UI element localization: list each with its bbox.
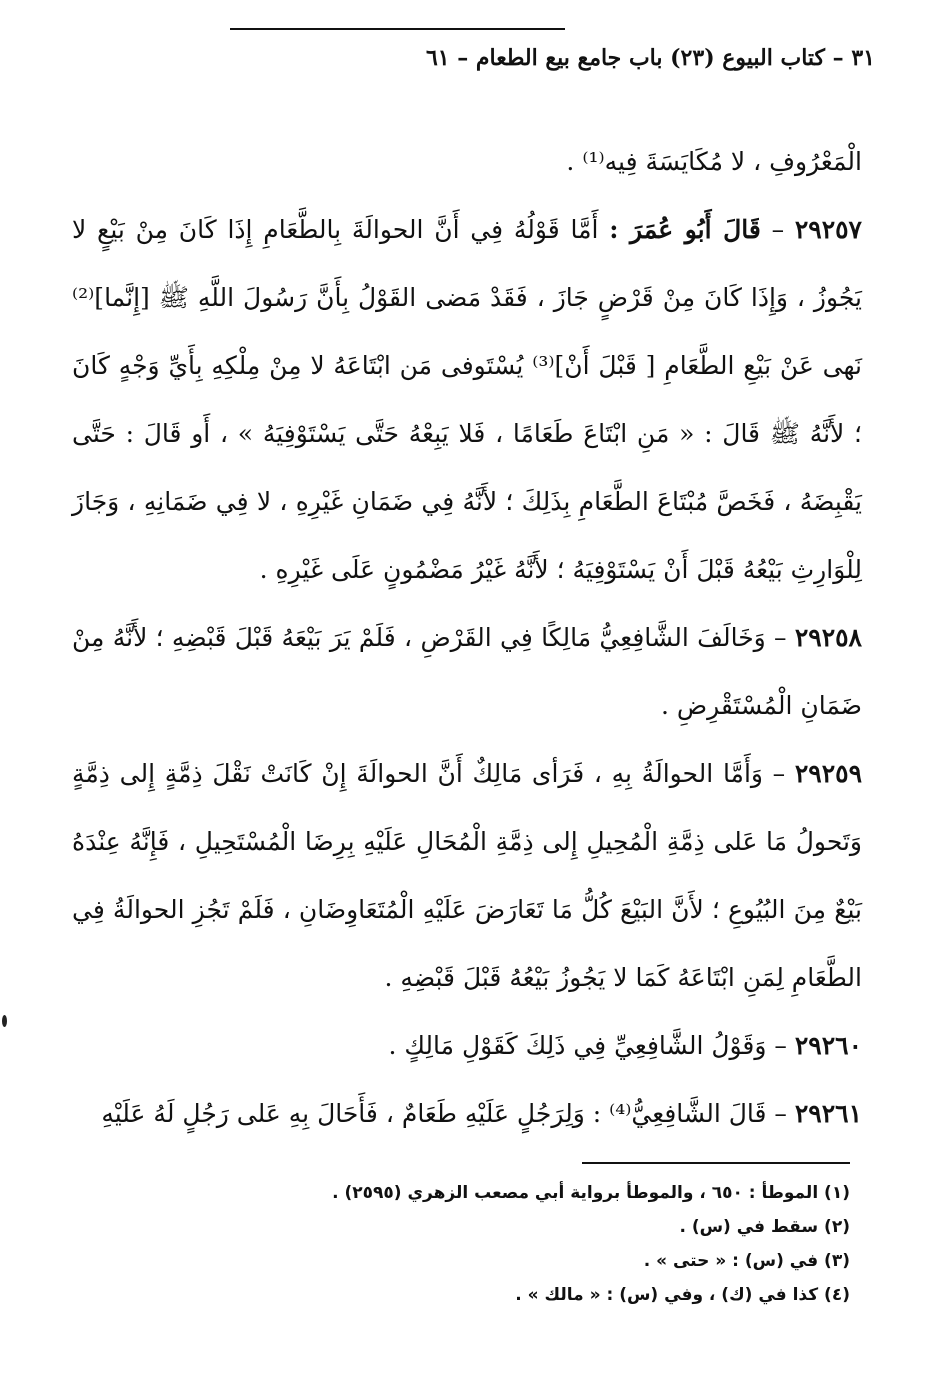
- footnotes: [330, 1176, 850, 1312]
- paragraph-number: ٢٩٢٥٧: [794, 215, 862, 244]
- paragraph-text: وَخَالَفَ الشَّافِعِيُّ مَالِكًا فِي القَرْضِ ، فَلَمْ يَرَ بَيْعَهُ قَبْلَ قَبْضِهِ ؛ لأَنَّهُ مِنْ ضَمَانِ الْمُسْتَقْرِضِ .: [72, 623, 862, 720]
- footnote-1: (١) الموطأ : ٦٥٠ ، والموطأ برواية أبي مصعب الزهري (٢٥٩٥) .: [332, 1183, 850, 1203]
- paragraph-text: قَالَ الشَّافِعِيُّ⁽⁴⁾ : وَلِرَجُلٍ عَلَيْهِ طَعَامٌ ، فَأَحَالَ بِهِ عَلى رَجُلٍ لَهُ عَلَيْهِ: [101, 1099, 767, 1128]
- paragraph-lead: قَالَ أَبُو عُمَرَ :: [609, 215, 761, 244]
- footnote-3: (٣) في (س) : « حتى » .: [643, 1251, 850, 1271]
- paragraph-number: ٢٩٢٦٠: [794, 1031, 862, 1060]
- paragraph-text: وَأَمَّا الحوالَةُ بِهِ ، فَرَأى مَالِكٌ أَنَّ الحوالَةَ إِنْ كَانَتْ نَقْلَ ذِمَّةٍ إِلى ذِمَّةٍ وَتَحولُ مَا عَلى ذِمَّةِ الْمُحِيلِ إِلى ذِمَّةِ الْمُحَالِ عَلَيْهِ بِرِضَا الْمُسْتَحِيلِ ، فَإِنَّهُ عِنْدَهُ بَيْعٌ مِنَ البُيُوعِ ؛ لأَنَّ البَيْعَ كُلُّ مَا تَعَارَضَ عَلَيْهِ الْمُتَعَاوِضَانِ ، فَلَمْ تَجُزِ الحوالَةُ فِي الطَّعَامِ لِمَنِ ابْتَاعَهُ كَمَا لا يَجُوزُ بَيْعُهُ قَبْلَ قَبْضِهِ .: [72, 759, 862, 992]
- header-title: ٣١ – كتاب البيوع (٢٣) باب جامع بيع الطعام – ٦١: [425, 45, 875, 71]
- paragraph-29260: ٢٩٢٦٠ – وَقَوْلُ الشَّافِعِيِّ فِي ذَلِكَ كَقَوْلِ مَالِكٍ .: [388, 1031, 862, 1060]
- footnote-4: (٤) كذا في (ك) ، وفي (س) : « مالك » .: [515, 1285, 850, 1305]
- scan-speck: [2, 1015, 7, 1027]
- paragraph-29257: ٢٩٢٥٧ – قَالَ أَبُو عُمَرَ : أَمَّا قَوْلُهُ فِي أَنَّ الحوالَةَ بِالطَّعَامِ إِذَا كَانَ مِنْ بَيْعٍ لا يَجُوزُ ، وَإِذَا كَانَ مِنْ قَرْضٍ جَازَ ، فَقَدْ مَضى القَوْلُ بِأَنَّ رَسُولَ اللَّهِ ﷺ [إِنَّما]⁽²⁾ نَهى عَنْ بَيْعِ الطَّعَامِ [ قَبْلَ أَنْ]⁽³⁾ يُسْتَوفى مَن ابْتَاعَهُ لا مِنْ مِلْكِهِ بِأَيِّ وَجْهٍ كَانَ ؛ لأَنَّهُ ﷺ قَالَ : « مَنِ ابْتَاعَ طَعَامًا ، فَلا يَبِعْهُ حَتَّى يَسْتَوْفِيَهُ » ، أَو قَالَ : حَتَّى يَقْبِضَهُ ، فَخَصَّ مُبْتَاعَ الطَّعَامِ بِذَلِكَ ؛ لأَنَّهُ فِي ضَمَانِ غَيْرِهِ ، لا فِي ضَمَانِهِ ، وَجَازَ لِلْوَارِثِ بَيْعُهُ قَبْلَ أَنْ يَسْتَوْفِيَهُ ؛ لأَنَّهُ غَيْرُ مَضْمُونٍ عَلَى غَيْرِهِ .: [72, 215, 862, 584]
- paragraph-number: ٢٩٢٥٩: [794, 759, 862, 788]
- paragraph-number: ٢٩٢٦١: [794, 1099, 862, 1128]
- paragraph-number: ٢٩٢٥٨: [794, 623, 862, 652]
- paragraph-text: الْمَعْرُوفِ ، لا مُكَايَسَةَ فِيه⁽¹⁾ .: [566, 147, 862, 176]
- paragraph-intro: [72, 128, 862, 196]
- paragraph-29261: ٢٩٢٦١ – قَالَ الشَّافِعِيُّ⁽⁴⁾ : وَلِرَجُلٍ عَلَيْهِ طَعَامٌ ، فَأَحَالَ بِهِ عَلى رَجُلٍ لَهُ عَلَيْهِ: [101, 1099, 862, 1128]
- footnote-separator: [582, 1162, 850, 1164]
- main-text: [72, 128, 862, 1148]
- paragraph-29258: ٢٩٢٥٨ – وَخَالَفَ الشَّافِعِيُّ مَالِكًا فِي القَرْضِ ، فَلَمْ يَرَ بَيْعَهُ قَبْلَ قَبْضِهِ ؛ لأَنَّهُ مِنْ ضَمَانِ الْمُسْتَقْرِضِ .: [72, 623, 862, 720]
- paragraph-text: أَمَّا قَوْلُهُ فِي أَنَّ الحوالَةَ بِالطَّعَامِ إِذَا كَانَ مِنْ بَيْعٍ لا يَجُوزُ ، وَإِذَا كَانَ مِنْ قَرْضٍ جَازَ ، فَقَدْ مَضى القَوْلُ بِأَنَّ رَسُولَ اللَّهِ ﷺ [إِنَّما]⁽²⁾ نَهى عَنْ بَيْعِ الطَّعَامِ [ قَبْلَ أَنْ]⁽³⁾ يُسْتَوفى مَن ابْتَاعَهُ لا مِنْ مِلْكِهِ بِأَيِّ وَجْهٍ كَانَ ؛ لأَنَّهُ ﷺ قَالَ : « مَنِ ابْتَاعَ طَعَامًا ، فَلا يَبِعْهُ حَتَّى يَسْتَوْفِيَهُ » ، أَو قَالَ : حَتَّى يَقْبِضَهُ ، فَخَصَّ مُبْتَاعَ الطَّعَامِ بِذَلِكَ ؛ لأَنَّهُ فِي ضَمَانِ غَيْرِهِ ، لا فِي ضَمَانِهِ ، وَجَازَ لِلْوَارِثِ بَيْعُهُ قَبْلَ أَنْ يَسْتَوْفِيَهُ ؛ لأَنَّهُ غَيْرُ مَضْمُونٍ عَلَى غَيْرِهِ .: [72, 215, 862, 584]
- paragraph-text: وَقَوْلُ الشَّافِعِيِّ فِي ذَلِكَ كَقَوْلِ مَالِكٍ .: [388, 1031, 767, 1060]
- footnote-2: (٢) سقط في (س) .: [679, 1217, 850, 1237]
- running-header: [40, 38, 875, 78]
- paragraph-29259: ٢٩٢٥٩ – وَأَمَّا الحوالَةُ بِهِ ، فَرَأى مَالِكٌ أَنَّ الحوالَةَ إِنْ كَانَتْ نَقْلَ ذِمَّةٍ إِلى ذِمَّةٍ وَتَحولُ مَا عَلى ذِمَّةِ الْمُحِيلِ إِلى ذِمَّةِ الْمُحَالِ عَلَيْهِ بِرِضَا الْمُسْتَحِيلِ ، فَإِنَّهُ عِنْدَهُ بَيْعٌ مِنَ البُيُوعِ ؛ لأَنَّ البَيْعَ كُلُّ مَا تَعَارَضَ عَلَيْهِ الْمُتَعَاوِضَانِ ، فَلَمْ تَجُزِ الحوالَةُ فِي الطَّعَامِ لِمَنِ ابْتَاعَهُ كَمَا لا يَجُوزُ بَيْعُهُ قَبْلَ قَبْضِهِ .: [72, 759, 862, 992]
- header-rule: [230, 28, 565, 30]
